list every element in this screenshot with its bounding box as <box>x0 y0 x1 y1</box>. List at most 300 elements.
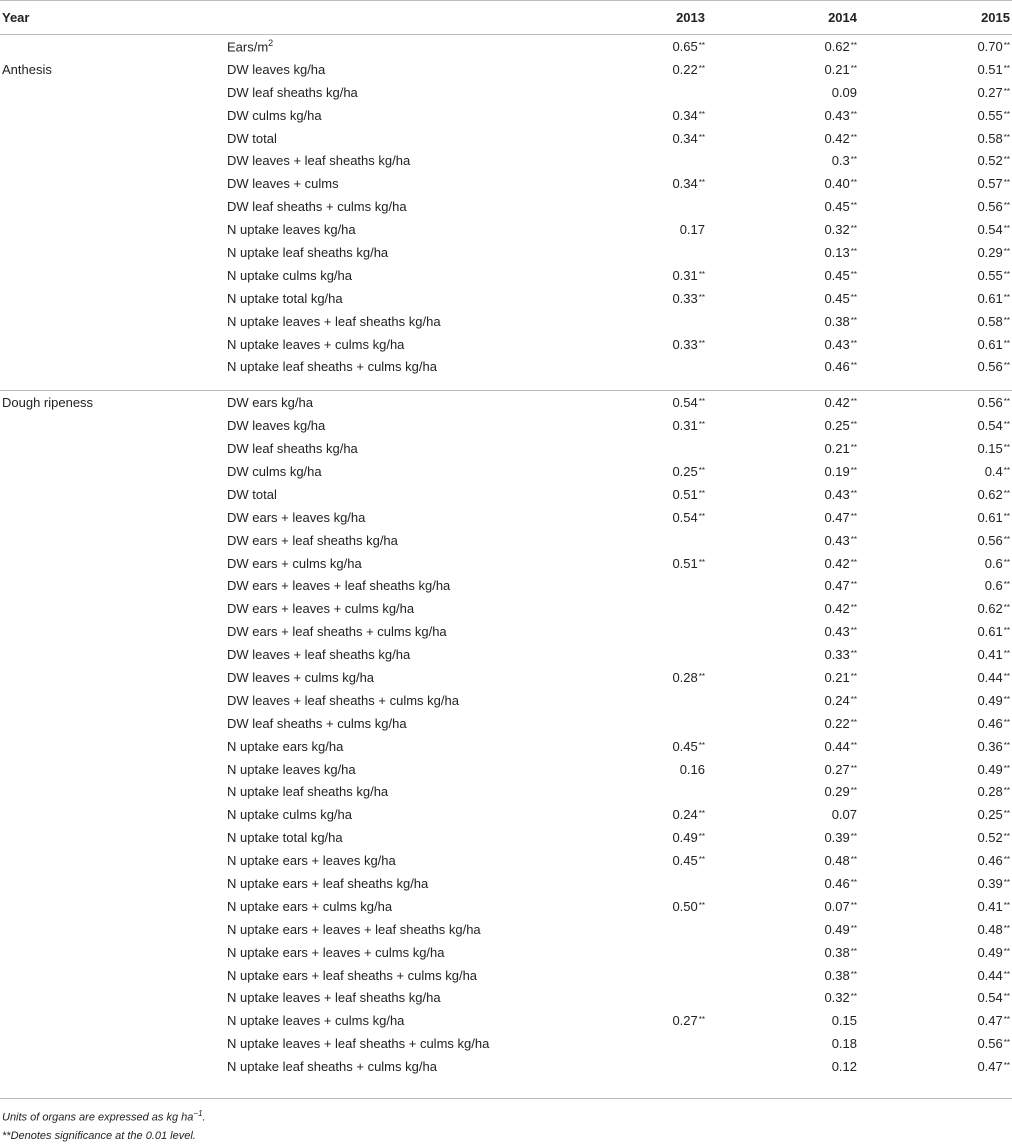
significance-mark: ** <box>1003 923 1010 933</box>
table-row <box>0 987 1012 1010</box>
stage-cell <box>0 620 225 643</box>
value-cell: 0.49** <box>977 944 1010 960</box>
significance-mark: ** <box>1003 338 1010 348</box>
value-cell <box>555 620 707 643</box>
significance-mark: ** <box>698 397 705 407</box>
value-cell <box>555 574 707 597</box>
value-cell: 0.44** <box>977 967 1010 983</box>
value-cell: 0.49** <box>977 761 1010 777</box>
stage-cell <box>0 460 225 483</box>
header-variable <box>225 1 555 35</box>
table-row <box>0 81 1012 104</box>
value-cell: 0.62** <box>977 601 1010 617</box>
value-cell: 0.61** <box>977 624 1010 640</box>
table-row <box>0 781 1012 804</box>
variable-cell: N uptake leaf sheaths + culms kg/ha <box>227 359 437 375</box>
variable-cell: DW ears + leaves + culms kg/ha <box>227 601 415 617</box>
significance-mark: ** <box>698 178 705 188</box>
variable-cell: N uptake leaves + culms kg/ha <box>227 1013 405 1029</box>
value-cell: 0.15** <box>977 441 1010 457</box>
value-cell: 0.27** <box>977 84 1010 100</box>
stage-cell <box>0 643 225 666</box>
variable-cell: N uptake ears + leaf sheaths kg/ha <box>227 876 429 891</box>
value-cell: 0.51** <box>672 555 705 571</box>
value-cell: 0.49** <box>672 830 705 846</box>
value-cell <box>555 81 707 104</box>
significance-mark: ** <box>698 109 705 119</box>
significance-mark: ** <box>850 969 857 979</box>
table-row <box>0 414 1012 437</box>
value-cell: 0.28** <box>977 784 1010 800</box>
significance-mark: ** <box>1003 269 1010 279</box>
variable-cell: DW leaf sheaths + culms kg/ha <box>227 199 407 215</box>
value-cell: 0.4** <box>984 463 1010 479</box>
variable-cell: N uptake ears + leaves kg/ha <box>227 853 396 869</box>
variable-cell: N uptake ears kg/ha <box>227 738 344 754</box>
variable-cell: DW ears + culms kg/ha <box>227 555 362 571</box>
significance-mark: ** <box>1003 878 1010 887</box>
variable-cell: N uptake ears + leaves + culms kg/ha <box>227 944 445 960</box>
value-cell: 0.34** <box>672 176 705 192</box>
variable-cell: N uptake leaves + leaf sheaths kg/ha <box>227 990 441 1006</box>
significance-mark: ** <box>850 855 857 865</box>
value-cell: 0.42** <box>824 601 857 617</box>
value-cell: 0.38** <box>824 313 857 329</box>
significance-mark: ** <box>1003 201 1010 211</box>
value-cell: 0.18 <box>831 1036 857 1052</box>
stage-cell <box>0 758 225 781</box>
significance-mark: ** <box>1003 443 1010 453</box>
variable-cell: DW culms kg/ha <box>227 463 322 479</box>
value-cell: 0.56** <box>977 1036 1010 1052</box>
significance-mark: ** <box>850 315 857 325</box>
significance-mark: ** <box>1003 694 1010 704</box>
value-cell: 0.42** <box>824 395 857 411</box>
value-cell: 0.33** <box>672 290 705 306</box>
variable-cell: DW culms kg/ha <box>227 107 322 123</box>
value-cell: 0.43** <box>824 107 857 123</box>
stage-cell <box>0 287 225 310</box>
significance-mark: ** <box>698 832 705 842</box>
variable-cell: N uptake leaf sheaths kg/ha <box>227 784 389 800</box>
significance-mark: ** <box>850 201 857 211</box>
value-cell: 0.3** <box>831 153 857 169</box>
value-cell: 0.40** <box>824 176 857 192</box>
stage-cell <box>0 483 225 506</box>
stage-cell <box>0 414 225 437</box>
significance-mark: ** <box>1003 315 1010 325</box>
stage-cell <box>0 1055 225 1078</box>
significance-mark: ** <box>1003 580 1010 590</box>
value-cell: 0.54** <box>977 418 1010 434</box>
value-cell <box>555 1032 707 1055</box>
value-cell: 0.21** <box>824 669 857 685</box>
significance-mark: ** <box>850 109 857 119</box>
value-cell: 0.45** <box>824 267 857 283</box>
stage-cell <box>0 437 225 460</box>
significance-mark: ** <box>1003 626 1010 636</box>
significance-mark: ** <box>850 717 857 727</box>
variable-cell: N uptake leaves + leaf sheaths kg/ha <box>227 313 441 329</box>
value-cell: 0.25** <box>672 463 705 479</box>
stage-cell <box>0 529 225 552</box>
value-cell: 0.25** <box>977 807 1010 823</box>
variable-cell: N uptake culms kg/ha <box>227 807 353 823</box>
significance-mark: ** <box>1003 224 1010 234</box>
value-cell <box>555 987 707 1010</box>
value-cell <box>555 149 707 172</box>
value-cell: 0.55** <box>977 107 1010 123</box>
variable-cell: N uptake ears + leaf sheaths + culms kg/ha <box>227 967 478 983</box>
significance-mark: ** <box>850 443 857 453</box>
significance-mark: ** <box>850 649 857 659</box>
value-cell: 0.49** <box>977 692 1010 708</box>
significance-mark: ** <box>850 534 857 544</box>
value-cell: 0.65** <box>672 38 705 54</box>
significance-mark: ** <box>698 132 705 142</box>
table-row <box>0 287 1012 310</box>
significance-mark: ** <box>850 292 857 302</box>
value-cell <box>555 872 707 895</box>
significance-mark: ** <box>698 465 705 475</box>
stage-cell <box>0 506 225 529</box>
significance-mark: ** <box>1003 40 1010 50</box>
value-cell: 0.62** <box>824 38 857 54</box>
stage-cell <box>0 872 225 895</box>
stage-cell <box>0 895 225 918</box>
value-cell: 0.54** <box>672 509 705 525</box>
significance-mark: ** <box>698 855 705 865</box>
stage-cell <box>0 552 225 575</box>
value-cell: 0.21** <box>824 61 857 77</box>
variable-cell: DW leaf sheaths + culms kg/ha <box>227 715 407 731</box>
variable-cell: N uptake leaf sheaths kg/ha <box>227 244 389 260</box>
significance-mark: ** <box>850 603 857 613</box>
stage-cell <box>0 1009 225 1032</box>
significance-mark: ** <box>850 361 857 371</box>
significance-mark: ** <box>698 511 705 521</box>
significance-mark: ** <box>1003 420 1010 430</box>
significance-mark: ** <box>1003 946 1010 956</box>
value-cell: 0.6** <box>984 555 1010 571</box>
significance-mark: ** <box>850 900 857 910</box>
variable-cell: DW leaves + culms <box>227 176 339 192</box>
value-cell: 0.43** <box>824 486 857 502</box>
significance-mark: ** <box>850 923 857 933</box>
significance-mark: ** <box>698 671 705 681</box>
variable-cell: DW leaves kg/ha <box>227 418 326 434</box>
variable-cell: DW ears + leaf sheaths kg/ha <box>227 532 398 548</box>
variable-cell: N uptake total kg/ha <box>227 290 343 306</box>
variable-cell: N uptake leaves kg/ha <box>227 222 356 238</box>
variable-cell: DW leaf sheaths kg/ha <box>227 441 358 457</box>
value-cell: 0.27** <box>672 1013 705 1029</box>
value-cell: 0.24** <box>824 692 857 708</box>
value-cell: 0.42** <box>824 555 857 571</box>
stage-cell <box>0 104 225 127</box>
stage-cell <box>0 803 225 826</box>
significance-mark: ** <box>1003 786 1010 796</box>
value-cell: 0.22** <box>824 715 857 731</box>
variable-cell: DW total <box>227 130 277 146</box>
value-cell: 0.38** <box>824 967 857 983</box>
value-cell: 0.62** <box>977 486 1010 502</box>
value-cell: 0.51** <box>977 61 1010 77</box>
table-row <box>0 506 1012 529</box>
value-cell: 0.47** <box>977 1013 1010 1029</box>
significance-mark: ** <box>698 557 705 567</box>
table-footnotes <box>0 1105 1012 1145</box>
significance-mark: ** <box>1003 488 1010 498</box>
significance-mark: ** <box>1003 900 1010 910</box>
variable-cell: N uptake leaves + culms kg/ha <box>227 336 405 352</box>
stage-cell <box>0 987 225 1010</box>
table-header <box>0 1 1012 35</box>
stage-cell <box>0 172 225 195</box>
significance-mark: ** <box>1003 671 1010 681</box>
value-cell: 0.19** <box>824 463 857 479</box>
variable-cell: DW leaves + leaf sheaths kg/ha <box>227 153 411 169</box>
variable-cell: DW ears + leaf sheaths + culms kg/ha <box>227 624 447 640</box>
stage-cell <box>0 597 225 620</box>
significance-mark: ** <box>850 465 857 475</box>
spacer-row <box>0 1078 1012 1090</box>
value-cell: 0.55** <box>977 267 1010 283</box>
table-row <box>0 552 1012 575</box>
significance-mark: ** <box>850 420 857 430</box>
significance-mark: ** <box>1003 740 1010 750</box>
stage-cell <box>0 781 225 804</box>
significance-mark: ** <box>850 40 857 50</box>
value-cell: 0.47** <box>977 1059 1010 1075</box>
significance-mark: ** <box>698 1015 705 1025</box>
table-row <box>0 437 1012 460</box>
table-row <box>0 104 1012 127</box>
table-row <box>0 666 1012 689</box>
significance-mark: ** <box>1003 763 1010 773</box>
variable-cell: DW leaves + culms kg/ha <box>227 669 375 685</box>
significance-mark: ** <box>1003 1061 1010 1071</box>
variable-cell: N uptake ears + leaves + leaf sheaths kg/ha <box>227 921 481 937</box>
table-row <box>0 218 1012 241</box>
significance-mark: ** <box>1003 969 1010 979</box>
value-cell <box>555 529 707 552</box>
value-cell <box>555 597 707 620</box>
table-row <box>0 310 1012 333</box>
value-cell: 0.56** <box>977 532 1010 548</box>
stage-cell: Dough ripeness <box>2 395 94 411</box>
table-row <box>0 1055 1012 1078</box>
significance-mark: ** <box>850 155 857 165</box>
header-2014: 2014 <box>707 1 859 35</box>
significance-mark: ** <box>698 809 705 819</box>
stage-cell <box>0 941 225 964</box>
significance-mark: ** <box>850 132 857 142</box>
value-cell: 0.43** <box>824 532 857 548</box>
value-cell: 0.45** <box>824 290 857 306</box>
value-cell: 0.6** <box>984 578 1010 594</box>
header-2013: 2013 <box>555 1 707 35</box>
value-cell: 0.51** <box>672 486 705 502</box>
significance-mark: ** <box>698 900 705 910</box>
value-cell: 0.58** <box>977 130 1010 146</box>
stage-cell <box>0 218 225 241</box>
significance-mark: ** <box>850 992 857 1002</box>
table-row <box>0 58 1012 81</box>
value-cell: 0.54** <box>977 990 1010 1006</box>
header-year: Year <box>0 1 225 35</box>
value-cell: 0.43** <box>824 624 857 640</box>
value-cell: 0.12 <box>831 1059 857 1075</box>
value-cell: 0.61** <box>977 336 1010 352</box>
table-row <box>0 391 1012 414</box>
table-row <box>0 264 1012 287</box>
value-cell: 0.47** <box>824 509 857 525</box>
value-cell: 0.44** <box>824 738 857 754</box>
value-cell: 0.15 <box>831 1013 857 1029</box>
table-row <box>0 1009 1012 1032</box>
value-cell: 0.45** <box>672 738 705 754</box>
value-cell <box>555 918 707 941</box>
value-cell <box>555 355 707 378</box>
variable-cell: N uptake leaf sheaths + culms kg/ha <box>227 1059 437 1075</box>
table-row <box>0 35 1012 58</box>
variable-cell: N uptake leaves kg/ha <box>227 761 356 777</box>
value-cell: 0.39** <box>977 876 1010 891</box>
significance-mark: ** <box>850 580 857 590</box>
significance-mark: ** <box>1003 855 1010 865</box>
value-cell: 0.34** <box>672 130 705 146</box>
value-cell: 0.27** <box>824 761 857 777</box>
header-2015: 2015 <box>859 1 1012 35</box>
units-footnote: Units of organs are expressed as kg $ha^{-1}$. <box>2 1109 206 1124</box>
significance-mark: ** <box>850 786 857 796</box>
stage-cell <box>0 666 225 689</box>
significance-mark: ** <box>850 557 857 567</box>
significance-mark: ** <box>850 63 857 73</box>
value-cell: 0.57** <box>977 176 1010 192</box>
table-row <box>0 895 1012 918</box>
significance-mark: ** <box>850 511 857 521</box>
value-cell: 0.50** <box>672 898 705 914</box>
significance-mark: ** <box>850 832 857 842</box>
value-cell: 0.28** <box>672 669 705 685</box>
significance-mark: ** <box>1003 649 1010 659</box>
value-cell: 0.31** <box>672 418 705 434</box>
value-cell: 0.46** <box>977 715 1010 731</box>
stage-cell <box>0 826 225 849</box>
table-row <box>0 643 1012 666</box>
stage-cell <box>0 355 225 378</box>
significance-mark: ** <box>1003 557 1010 567</box>
value-cell: 0.07** <box>824 898 857 914</box>
value-cell: 0.34** <box>672 107 705 123</box>
significance-mark: ** <box>698 269 705 279</box>
table-row <box>0 918 1012 941</box>
stage-cell <box>0 574 225 597</box>
variable-cell: Ears/$m^2$ <box>227 38 274 55</box>
significance-mark: ** <box>1003 361 1010 371</box>
value-cell: 0.36** <box>977 738 1010 754</box>
table-row <box>0 826 1012 849</box>
stage-cell <box>0 35 225 58</box>
table-row <box>0 758 1012 781</box>
value-cell: 0.54** <box>672 395 705 411</box>
significance-mark: ** <box>1003 603 1010 613</box>
value-cell: 0.46** <box>977 853 1010 869</box>
value-cell: 0.29** <box>977 244 1010 260</box>
value-cell: 0.46** <box>824 359 857 375</box>
value-cell: 0.21** <box>824 441 857 457</box>
significance-mark: ** <box>698 338 705 348</box>
variable-cell: DW ears kg/ha <box>227 395 313 411</box>
table-row <box>0 483 1012 506</box>
table-row <box>0 241 1012 264</box>
significance-mark: ** <box>1003 1015 1010 1025</box>
table-row <box>0 1032 1012 1055</box>
stage-cell <box>0 689 225 712</box>
significance-mark: ** <box>850 269 857 279</box>
table-row <box>0 620 1012 643</box>
table-row <box>0 964 1012 987</box>
significance-mark: ** <box>698 740 705 750</box>
value-cell: 0.52** <box>977 153 1010 169</box>
value-cell: 0.33** <box>672 336 705 352</box>
significance-mark: ** <box>1003 1038 1010 1048</box>
value-cell: 0.32** <box>824 990 857 1006</box>
value-cell: 0.49** <box>824 921 857 937</box>
value-cell: 0.58** <box>977 313 1010 329</box>
significance-mark: ** <box>698 40 705 50</box>
significance-mark: ** <box>1003 809 1010 819</box>
significance-mark: ** <box>850 946 857 956</box>
value-cell: 0.43** <box>824 336 857 352</box>
value-cell: 0.39** <box>824 830 857 846</box>
stage-cell <box>0 333 225 356</box>
significance-mark: ** <box>1003 246 1010 256</box>
value-cell: 0.45** <box>824 199 857 215</box>
variable-cell: DW leaves + leaf sheaths kg/ha <box>227 647 411 663</box>
significance-mark: ** <box>850 338 857 348</box>
stage-cell <box>0 127 225 150</box>
value-cell <box>555 689 707 712</box>
significance-mark: ** <box>1003 534 1010 544</box>
table-row <box>0 803 1012 826</box>
table-row <box>0 941 1012 964</box>
significance-mark: ** <box>1003 109 1010 119</box>
stage-cell <box>0 1032 225 1055</box>
value-cell: 0.61** <box>977 509 1010 525</box>
variable-cell: DW ears + leaves kg/ha <box>227 509 366 525</box>
value-cell: 0.44** <box>977 669 1010 685</box>
significance-mark: ** <box>1003 511 1010 521</box>
significance-mark: ** <box>850 626 857 636</box>
stage-cell <box>0 241 225 264</box>
variable-cell: DW leaves + leaf sheaths + culms kg/ha <box>227 692 459 708</box>
value-cell: 0.29** <box>824 784 857 800</box>
significance-mark: ** <box>850 878 857 887</box>
significance-mark: ** <box>850 740 857 750</box>
value-cell <box>555 781 707 804</box>
value-cell: 0.22** <box>672 61 705 77</box>
value-cell <box>555 310 707 333</box>
stage-cell <box>0 849 225 872</box>
variable-cell: DW leaf sheaths kg/ha <box>227 84 358 100</box>
value-cell: 0.41** <box>977 898 1010 914</box>
stage-cell <box>0 81 225 104</box>
variable-cell: DW leaves kg/ha <box>227 61 326 77</box>
value-cell: 0.70** <box>977 38 1010 54</box>
